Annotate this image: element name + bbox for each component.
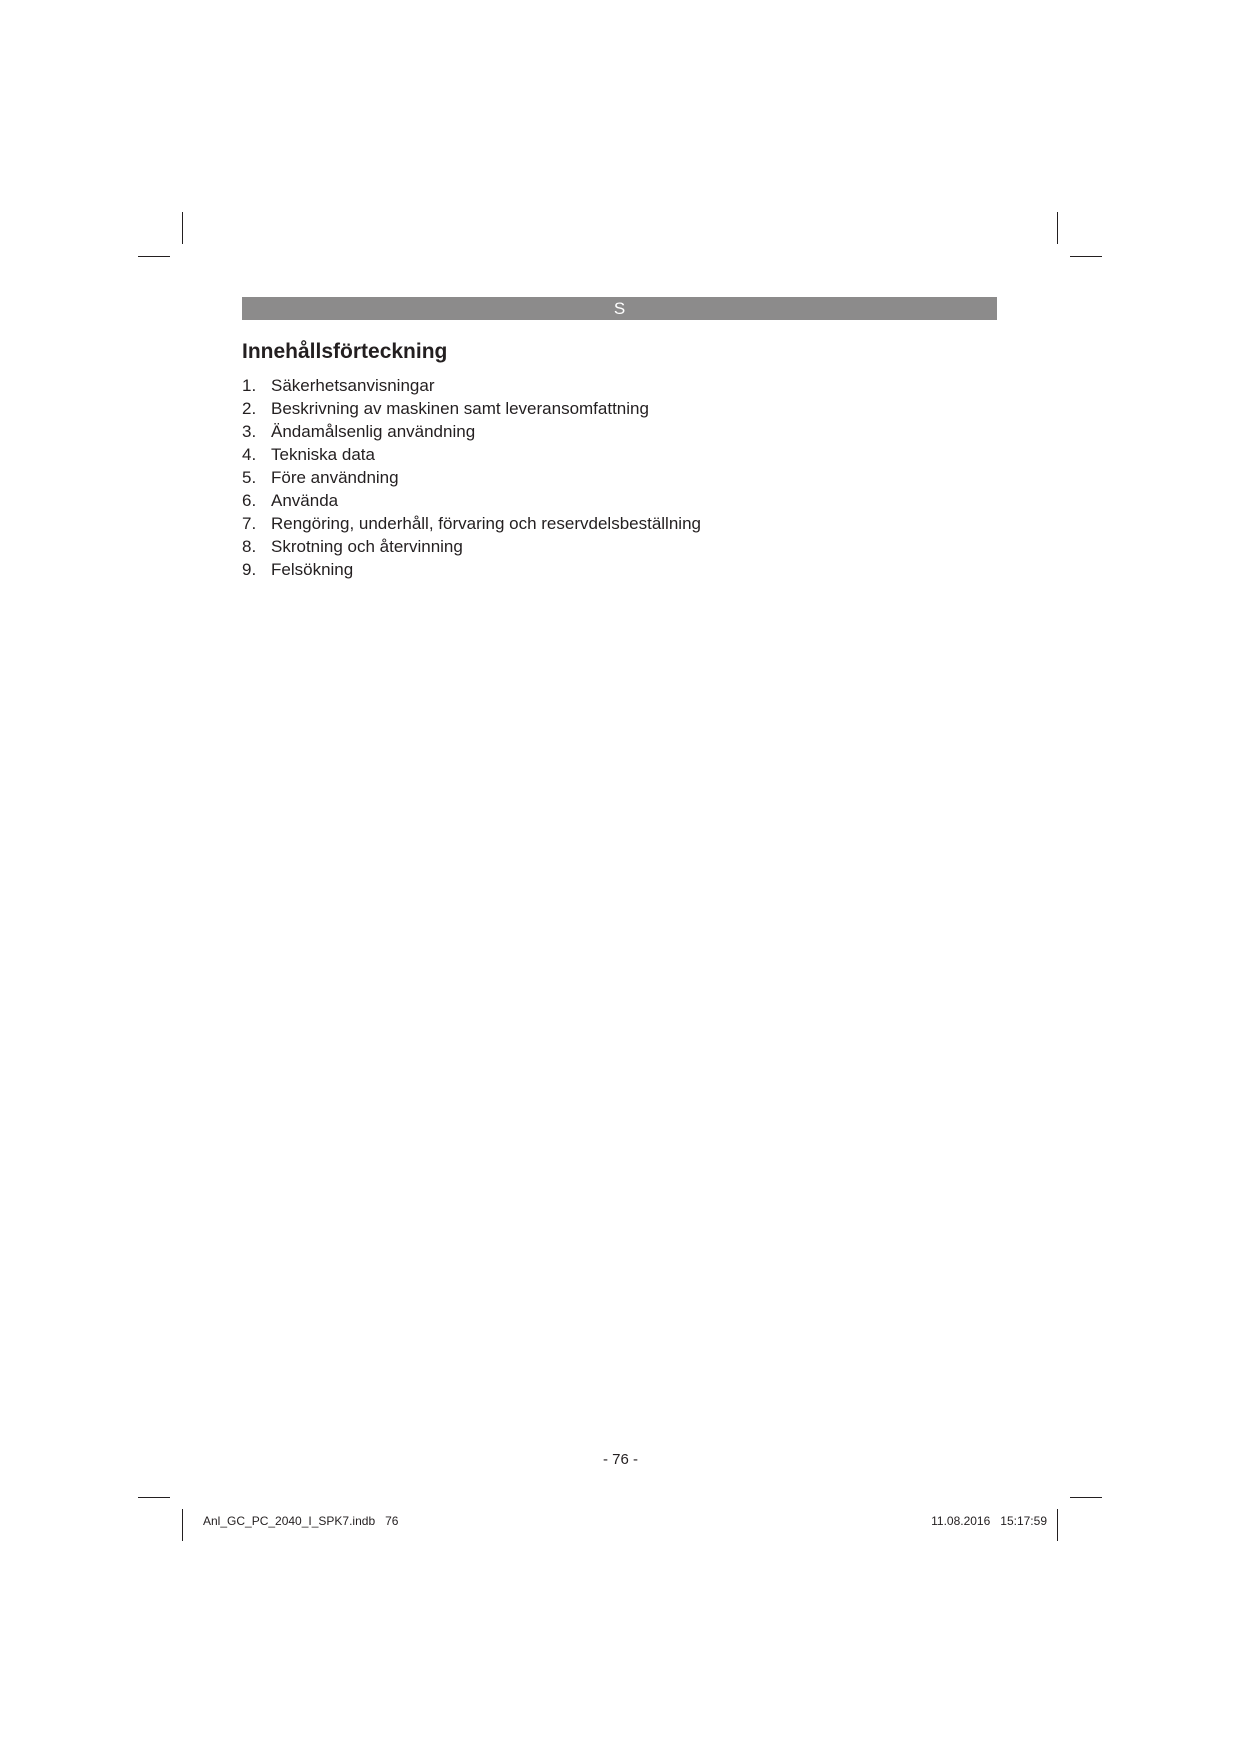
crop-mark-bottom-left-horizontal [138, 1497, 170, 1498]
print-slug-filename: Anl_GC_PC_2040_I_SPK7.indb 76 [203, 1514, 399, 1528]
toc-item-label: Beskrivning av maskinen samt leveransomfattning [271, 399, 649, 418]
toc-item-number: 2. [242, 399, 257, 418]
toc-item-label: Rengöring, underhåll, förvaring och reservdelsbeställning [271, 514, 701, 533]
crop-mark-top-left-horizontal [138, 256, 170, 257]
toc-item-label: Skrotning och återvinning [271, 537, 463, 556]
toc-item [242, 420, 701, 443]
crop-mark-bottom-left-vertical [182, 1509, 183, 1541]
toc-item-number: 3. [242, 422, 257, 441]
language-code: S [613, 299, 626, 318]
toc-item-label: Säkerhetsanvisningar [271, 376, 435, 395]
crop-mark-top-right-horizontal [1070, 256, 1102, 257]
toc-item [242, 535, 701, 558]
page-number: - 76 - [602, 1451, 638, 1468]
toc-item-number: 1. [242, 376, 257, 395]
toc-item [242, 443, 701, 466]
crop-mark-top-left-vertical [182, 212, 183, 244]
crop-mark-top-right-vertical [1057, 212, 1058, 244]
toc-item-number: 4. [242, 445, 257, 464]
toc-item-number: 8. [242, 537, 257, 556]
toc-list [242, 374, 701, 581]
toc-item-label: Felsökning [271, 560, 354, 579]
print-slug-timestamp: 11.08.2016 15:17:59 [931, 1514, 1047, 1528]
toc-item-label: Använda [271, 491, 339, 510]
toc-item [242, 374, 701, 397]
toc-item [242, 512, 701, 535]
toc-item-label: Före användning [271, 468, 399, 487]
crop-mark-bottom-right-horizontal [1070, 1497, 1102, 1498]
toc-item-label: Tekniska data [271, 445, 375, 464]
toc-item [242, 489, 701, 512]
toc-title: Innehållsförteckning [242, 340, 448, 363]
toc-item [242, 558, 701, 581]
toc-item-number: 7. [242, 514, 257, 533]
toc-item-number: 6. [242, 491, 257, 510]
language-header-bar [242, 297, 997, 320]
toc-item [242, 397, 701, 420]
toc-item-number: 9. [242, 560, 257, 579]
toc-item [242, 466, 701, 489]
crop-mark-bottom-right-vertical [1057, 1509, 1058, 1541]
toc-item-number: 5. [242, 468, 257, 487]
toc-item-label: Ändamålsenlig användning [271, 422, 476, 441]
